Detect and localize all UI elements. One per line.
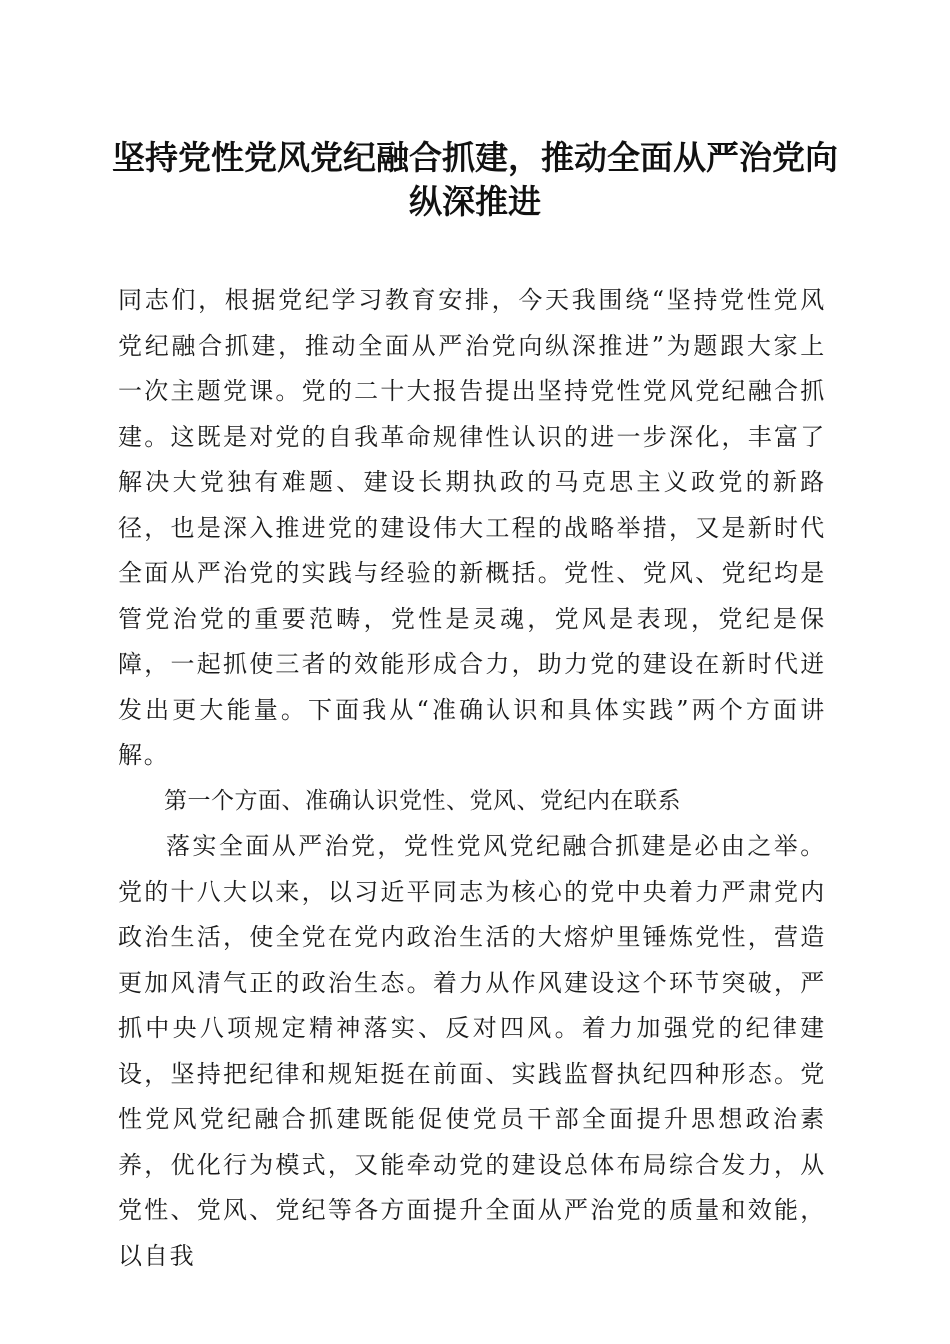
document-title: 坚持党性党风党纪融合抓建，推动全面从严治党向纵深推进 (112, 138, 838, 221)
section-body-paragraph: 落实全面从严治党，党性党风党纪融合抓建是必由之举。党的十八大以来，以习近平同志为核心的党中央着力严肃党内政治生活，使全党在党内政治生活的大熔炉里锤炼党性，营造更加风清气正的政治生态。着力从作风建设这个环节突破，严抓中央八项规定精神落实、反对四风。着力加强党的纪律建设，坚持把纪律和规矩挺在前面、实践监督执纪四种形态。党性党风党纪融合抓建既能促使党员干部全面提升思想政治素养，优化行为模式，又能牵动党的建设总体布局综合发力，从党性、党风、党纪等各方面提升全面从严治党的质量和效能，以自我 (118, 832, 826, 1270)
document-body (118, 278, 826, 1279)
section-heading: 第一个方面、准确认识党性、党风、党纪内在联系 (164, 787, 681, 814)
intro-paragraph: 同志们，根据党纪学习教育安排，今天我围绕“坚持党性党风党纪融合抓建，推动全面从严治党向纵深推进”为题跟大家上一次主题党课。党的二十大报告提出坚持党性党风党纪融合抓建。这既是对党的自我革命规律性认识的进一步深化，丰富了解决大党独有难题、建设长期执政的马克思主义政党的新路径，也是深入推进党的建设伟大工程的战略举措，又是新时代全面从严治党的实践与经验的新概括。党性、党风、党纪均是管党治党的重要范畴，党性是灵魂，党风是表现，党纪是保障，一起抓使三者的效能形成合力，助力党的建设在新时代迸发出更大能量。下面我从“准确认识和具体实践”两个方面讲解。 (118, 286, 826, 769)
